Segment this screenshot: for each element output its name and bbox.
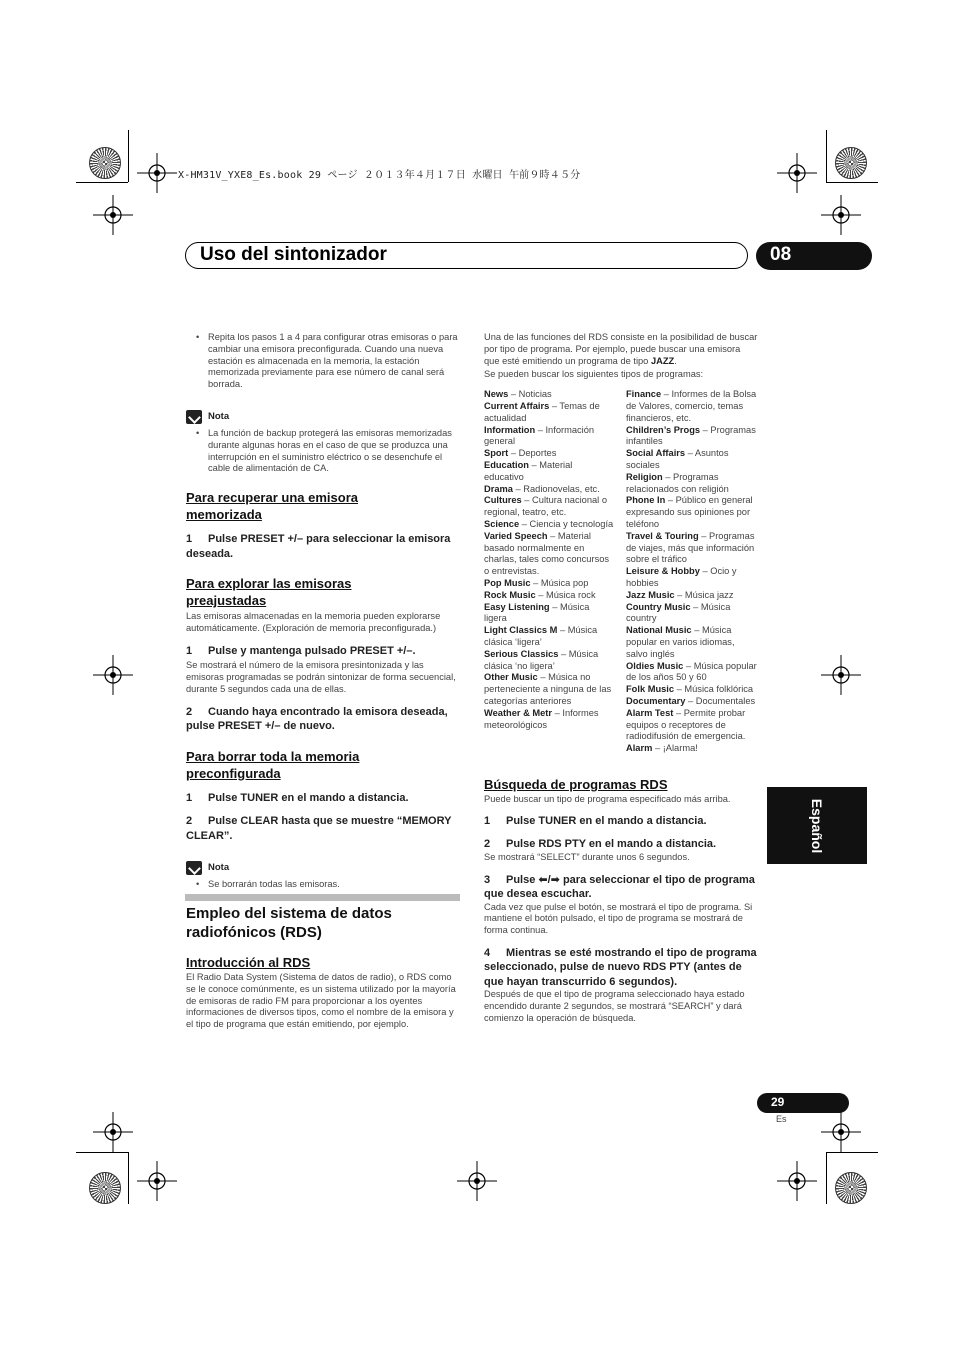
program-type-item: Varied Speech – Material basado normalmente en charlas, tales como concursos o entrevistas. xyxy=(484,530,610,577)
program-type-item: Sport – Deportes xyxy=(484,448,557,459)
crosshair-mark xyxy=(821,195,861,235)
left-column xyxy=(186,332,462,891)
note-icon xyxy=(186,410,202,424)
search-step2-desc: Se mostrará “SELECT” durante unos 6 segundos. xyxy=(484,851,690,862)
program-types xyxy=(484,389,758,755)
step-clear-1: 1 Pulse TUNER en el mando a distancia. xyxy=(186,791,409,804)
trim-line xyxy=(76,1152,128,1153)
registration-rosette-bottom-left xyxy=(89,1172,121,1204)
note-label: Nota xyxy=(208,862,230,874)
program-type-item: Children’s Progs – Programas infantiles xyxy=(626,424,756,447)
program-type-item: Rock Music – Música rock xyxy=(484,589,596,600)
section-recall-title: Para recuperar una emisora memorizada xyxy=(186,490,358,523)
step-scan-2: 2 Cuando haya encontrado la emisora deseada, pulse PRESET +/– de nuevo. xyxy=(186,705,448,733)
right-column-search xyxy=(484,776,758,1025)
chapter-number-badge xyxy=(756,242,872,270)
step-recall-1: 1 Pulse PRESET +/– para seleccionar la emisora deseada. xyxy=(186,533,451,560)
crosshair-mark xyxy=(93,655,133,695)
crosshair-mark xyxy=(137,1161,177,1201)
book-header-line: X-HM31V_YXE8_Es.book 29 ページ ２０１３年４月１７日 水曜日 午前９時４５分 xyxy=(178,170,581,181)
chapter-title-bar xyxy=(185,242,748,269)
trim-line xyxy=(826,1152,878,1153)
scan-step1-desc: Se mostrará el número de la emisora presintonizada y las emisoras programadas se podrán sintonizar de forma secuencial, durante 5 segundos cada una de ellas. xyxy=(186,660,456,694)
rds-pty-intro-2: Se pueden buscar los siguientes tipos de programas: xyxy=(484,369,704,380)
step-clear-2: 2 Pulse CLEAR hasta que se muestre “MEMORY CLEAR”. xyxy=(186,815,452,842)
rds-search-title: Búsqueda de programas RDS xyxy=(484,777,668,792)
program-type-item: Easy Listening – Música ligera xyxy=(484,601,590,624)
program-type-item: Phone In – Público en general expresando sus opiniones por teléfono xyxy=(626,495,753,529)
search-step4-desc: Después de que el tipo de programa seleccionado haya estado encendido durante 2 segundos, se mostrará “SEARCH” y dará comienzo la operación de búsqueda. xyxy=(484,989,745,1024)
program-type-item: Information – Información general xyxy=(484,424,595,447)
trim-line xyxy=(76,182,128,183)
crosshair-mark xyxy=(457,1161,497,1201)
program-type-item: Documentary – Documentales xyxy=(626,695,756,706)
program-type-item: Oldies Music – Música popular de los años 50 y 60 xyxy=(626,660,757,683)
step-search-2: 2 Pulse RDS PTY en el mando a distancia. xyxy=(484,838,717,851)
program-type-item: Light Classics M – Música clásica ‘ligera’ xyxy=(484,625,598,647)
trim-line xyxy=(128,130,129,182)
program-type-item: Serious Classics – Música clásica ‘no ligera’ xyxy=(484,648,599,671)
step-search-3: 3 Pulse ⬅/➡ para seleccionar el tipo de programa que desea escuchar. xyxy=(484,873,755,901)
step-search-4: 4 Mientras se esté mostrando el tipo de programa seleccionado, pulse de nuevo RDS PTY (antes de que hayan transcurrido 6 segundos). xyxy=(484,946,757,988)
chapter-title: Uso del sintonizador xyxy=(200,244,387,265)
program-type-item: News – Noticias xyxy=(484,389,552,400)
search-step3-desc: Cada vez que pulse el botón, se mostrará el tipo de programa. Si mantiene el botón pulsado, el tipo de programa se mostrará de forma continua. xyxy=(484,901,753,936)
section-scan-title: Para explorar las emisoras preajustadas xyxy=(186,576,352,609)
crosshair-mark xyxy=(137,153,177,193)
trim-line xyxy=(128,1152,129,1204)
program-type-item: Drama – Radionovelas, etc. xyxy=(484,483,600,494)
language-tab-label: Español xyxy=(809,798,825,853)
program-type-item: Science – Ciencia y tecnología xyxy=(484,518,614,529)
note-backup: • La función de backup protegerá las emisoras memorizadas durante algunas horas en el caso de que se produzca una interrupción en el suministro eléctrico o se desenchufe el cable de alimentación de CA. xyxy=(186,428,462,475)
program-type-item: Finance – Informes de la Bolsa de Valores, comercio, temas financieros, etc. xyxy=(626,389,757,423)
rds-intro-text: El Radio Data System (Sistema de datos de radio), o RDS como se le conoce comúnmente, es un sistema utilizado por la mayoría de emisoras de radio FM para proporcionar a los oyentes informaciones de diversos tipos, como el nombre de la emisora y el tipo de programa que están emitiendo, por ejemplo. xyxy=(186,972,456,1030)
section-clear-title: Para borrar toda la memoria preconfigurada xyxy=(186,748,360,781)
program-type-item: Alarm Test – Permite probar equipos o receptores de radiodifusión de emergencia. xyxy=(626,707,746,742)
note-heading xyxy=(186,861,462,875)
step-scan-1: 1 Pulse y mantenga pulsado PRESET +/–. xyxy=(186,644,416,657)
crosshair-mark xyxy=(777,1161,817,1201)
trim-line xyxy=(826,1152,827,1204)
page-number-badge xyxy=(757,1093,849,1113)
program-type-item: Cultures – Cultura nacional o regional, teatro, etc. xyxy=(484,495,607,518)
program-type-item: Alarm – ¡Alarma! xyxy=(626,743,698,754)
chapter-number: 08 xyxy=(770,244,792,265)
page-number: 29 xyxy=(771,1095,785,1109)
program-type-item: Social Affairs – Asuntos sociales xyxy=(626,448,729,470)
program-type-item: Folk Music – Música folklórica xyxy=(626,684,754,695)
note-clear-all: • Se borrarán todas las emisoras. xyxy=(186,879,462,891)
program-type-item: Weather & Metr – Informes meteorológicos xyxy=(484,707,599,730)
note-icon xyxy=(186,861,202,875)
left-column-rds xyxy=(186,904,462,1031)
program-type-item: Other Music – Música no perteneciente a ninguna de las categorías anteriores xyxy=(484,672,612,706)
note-label: Nota xyxy=(208,411,230,423)
crosshair-mark xyxy=(777,153,817,193)
program-type-item: Travel & Touring – Programas de viajes, más que información sobre el tráfico xyxy=(626,530,755,565)
program-type-item: National Music – Música popular en varios idiomas, salvo inglés xyxy=(626,625,735,659)
program-type-item: Education – Material educativo xyxy=(484,459,573,482)
crosshair-mark xyxy=(93,1112,133,1152)
registration-rosette-top-right xyxy=(835,147,867,179)
section-divider xyxy=(185,894,460,901)
rds-search-intro: Puede buscar un tipo de programa especificado más arriba. xyxy=(484,794,731,804)
bullet-repeat-steps: • Repita los pasos 1 a 4 para configurar otras emisoras o para cambiar una emisora preconfigurada. Cuando una nueva estación es almacenada en la memoria, la estación memorizada previamente para ese número de canal será borrada. xyxy=(186,332,462,391)
crosshair-mark xyxy=(821,655,861,695)
rds-intro-title: Introducción al RDS xyxy=(186,955,311,970)
crosshair-mark xyxy=(821,1112,861,1152)
program-types-right xyxy=(626,389,758,755)
step-search-1: 1 Pulse TUNER en el mando a distancia. xyxy=(484,814,707,827)
program-type-item: Current Affairs – Temas de actualidad xyxy=(484,400,600,423)
trim-line xyxy=(826,130,827,182)
trim-line xyxy=(826,182,878,183)
program-type-item: Country Music – Música country xyxy=(626,601,731,624)
program-type-item: Leisure & Hobby – Ocio y hobbies xyxy=(626,566,737,588)
rds-pty-intro: Una de las funciones del RDS consiste en la posibilidad de buscar por tipo de programa. Por ejemplo, puede buscar una emisora que esté emitiendo un programa de tipo JAZZ. xyxy=(484,332,758,366)
right-column xyxy=(484,332,758,755)
page-language-code: Es xyxy=(776,1114,787,1124)
program-type-item: Religion – Programas relacionados con religión xyxy=(626,471,729,494)
language-tab xyxy=(767,787,867,864)
registration-rosette-top-left xyxy=(89,147,121,179)
note-heading xyxy=(186,410,462,424)
program-types-left xyxy=(484,389,614,755)
program-type-item: Jazz Music – Música jazz xyxy=(626,589,734,600)
crosshair-mark xyxy=(93,195,133,235)
program-type-item: Pop Music – Música pop xyxy=(484,577,589,588)
scan-intro: Las emisoras almacenadas en la memoria pueden explorarse automáticamente. (Exploración de memoria preconfigurada.) xyxy=(186,611,441,633)
registration-rosette-bottom-right xyxy=(835,1172,867,1204)
rds-section-title: Empleo del sistema de datos radiofónicos (RDS) xyxy=(186,905,392,941)
